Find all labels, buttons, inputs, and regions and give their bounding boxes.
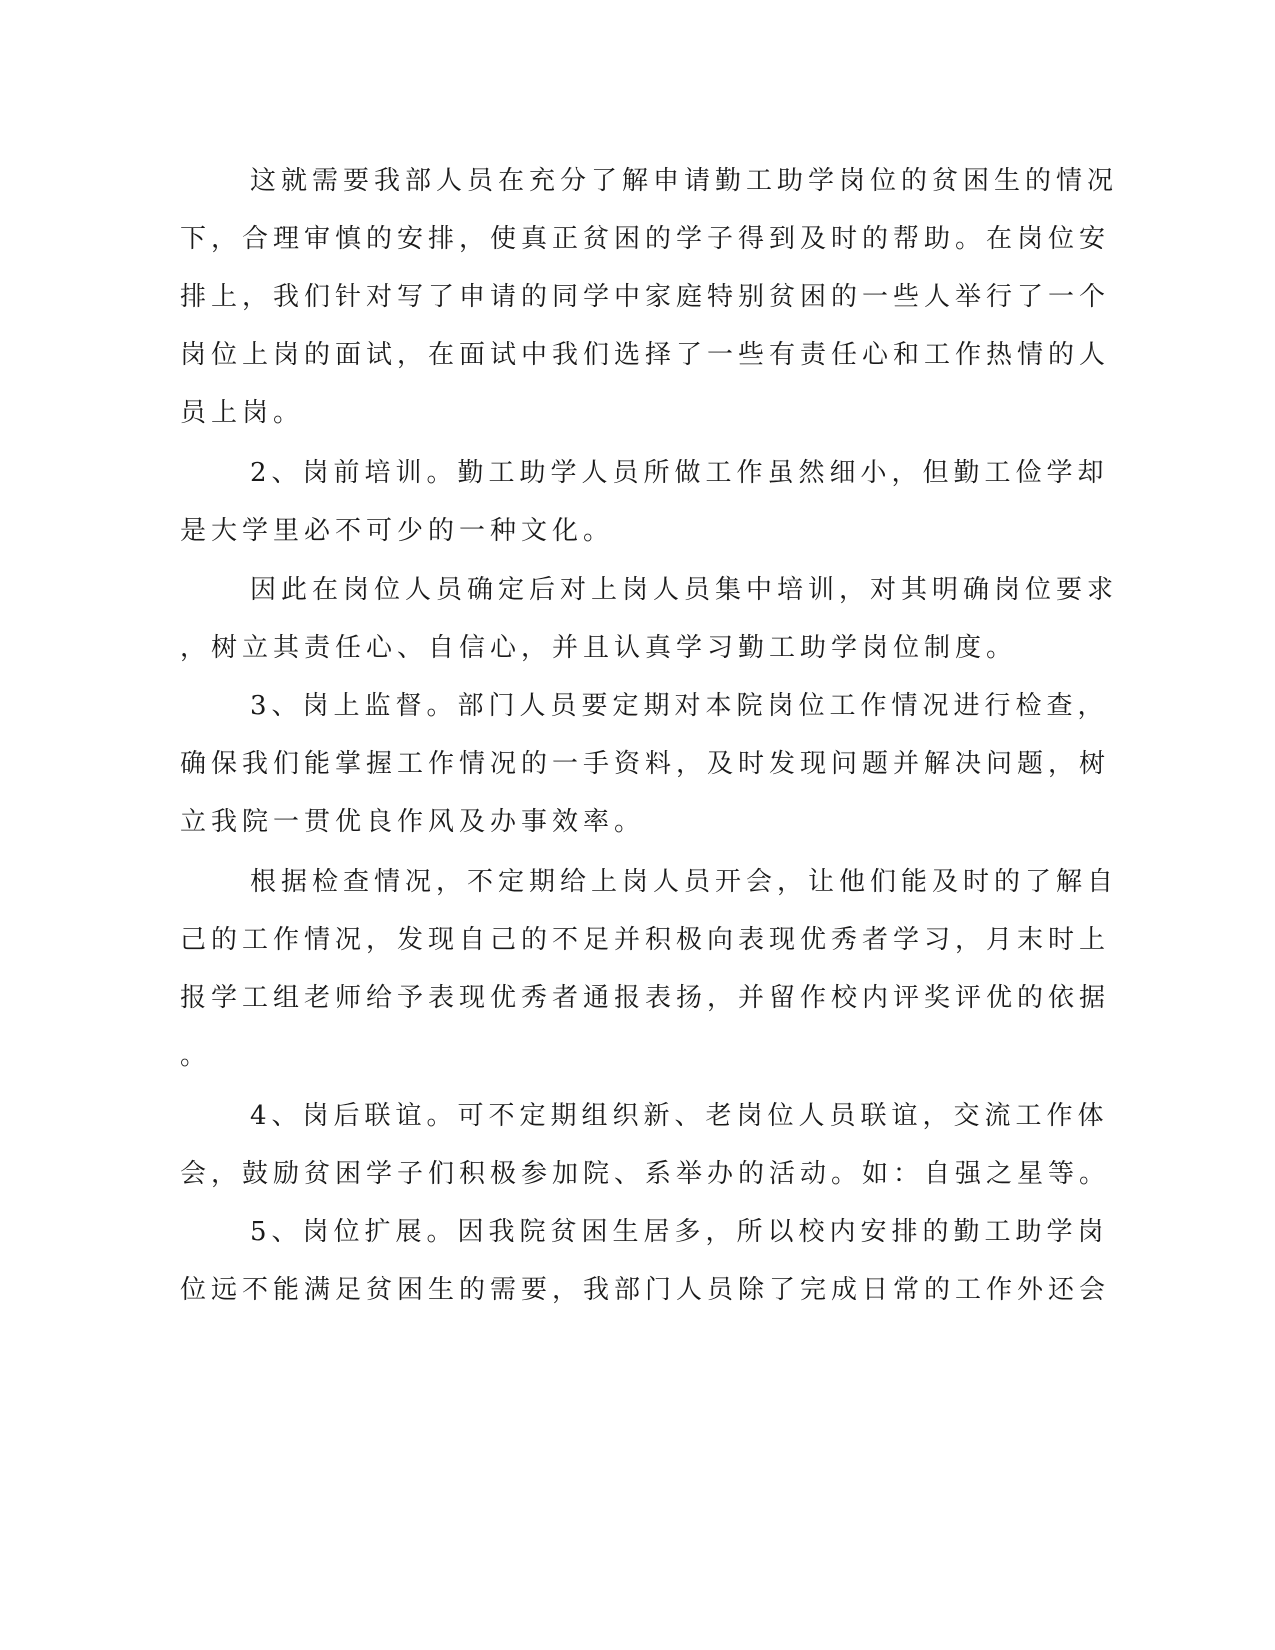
paragraph-line: 确保我们能掌握工作情况的一手资料，及时发现问题并解决问题，树: [180, 749, 1111, 779]
paragraph-line: 员上岗。: [180, 398, 305, 428]
paragraph-line: 这就需要我部人员在充分了解申请勤工助学岗位的贫困生的情况: [250, 166, 1119, 196]
paragraph-line: 报学工组老师给予表现优秀者通报表扬，并留作校内评奖评优的依据: [180, 983, 1111, 1013]
paragraph-line: 因此在岗位人员确定后对上岗人员集中培训，对其明确岗位要求: [250, 575, 1119, 605]
paragraph-line: 是大学里必不可少的一种文化。: [180, 516, 615, 546]
paragraph-line: 。: [180, 1041, 212, 1071]
paragraph-line: 2、岗前培训。勤工助学人员所做工作虽然细小，但勤工俭学却: [250, 458, 1109, 488]
paragraph-line: 3、岗上监督。部门人员要定期对本院岗位工作情况进行检查，: [250, 691, 1109, 721]
paragraph-line: 4、岗后联谊。可不定期组织新、老岗位人员联谊，交流工作体: [250, 1101, 1109, 1131]
paragraph-line: 排上，我们针对写了申请的同学中家庭特别贫困的一些人举行了一个: [180, 282, 1111, 312]
paragraph-line: 根据检查情况，不定期给上岗人员开会，让他们能及时的了解自: [250, 867, 1119, 897]
paragraph-line: 5、岗位扩展。因我院贫困生居多，所以校内安排的勤工助学岗: [250, 1217, 1109, 1247]
paragraph-line: 会，鼓励贫困学子们积极参加院、系举办的活动。如：自强之星等。: [180, 1159, 1111, 1189]
paragraph-line: ，树立其责任心、自信心，并且认真学习勤工助学岗位制度。: [180, 633, 1018, 663]
paragraph-line: 己的工作情况，发现自己的不足并积极向表现优秀者学习，月末时上: [180, 925, 1111, 955]
paragraph-line: 位远不能满足贫困生的需要，我部门人员除了完成日常的工作外还会: [180, 1275, 1111, 1305]
paragraph-line: 下，合理审慎的安排，使真正贫困的学子得到及时的帮助。在岗位安: [180, 224, 1111, 254]
paragraph-line: 立我院一贯优良作风及办事效率。: [180, 807, 646, 837]
paragraph-line: 岗位上岗的面试，在面试中我们选择了一些有责任心和工作热情的人: [180, 340, 1111, 370]
